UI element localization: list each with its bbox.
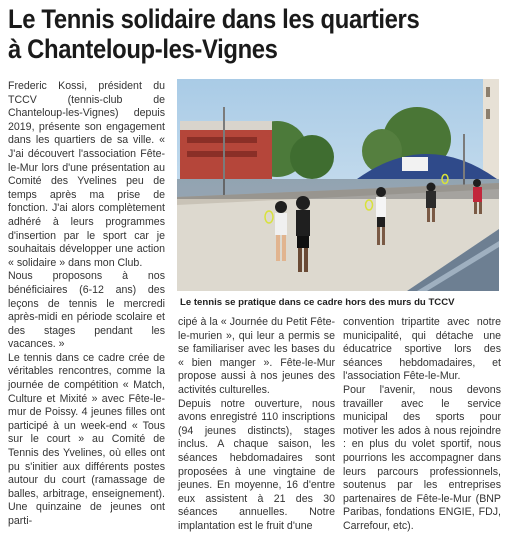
tennis-court-illustration: [177, 79, 499, 291]
paragraph: cipé à la « Journée du Petit Fête-le-murien », qui leur a permis se se familiariser avec les bases du « bien manger ». Fête-le-Mur propose aussi à nos jeunes des activités culturelles.: [178, 316, 335, 396]
article-photo: [177, 79, 499, 291]
paragraph: Depuis notre ouverture, nous avons enregistré 110 inscriptions (94 jeunes distincts), stages inclus. A chaque saison, les séances hebdomadaires sont proposées à une vingtaine de jeunes. En moyenne, 16 d'entre eux assistent à 21 des 30 séances annuelles. Notre implantation est le fruit d'une: [178, 397, 335, 532]
article-headline: [8, 4, 499, 64]
headline-line-2: à Chanteloup-les-Vignes: [8, 34, 278, 64]
paragraph: Frederic Kossi, président du TCCV (tennis-club de Chanteloup-les-Vignes) depuis 2019, présente son engagement dans les quartiers de sa ville. « J'ai découvert l'association Fête-le-Mur lors d'une présentation au Comité des Yvelines peu de temps après ma prise de fonction. J'ai alors complètement adhéré à leurs programmes d'insertion par le sport car je souhaitais développer une action « solidaire » dans mon Club.: [8, 80, 165, 269]
paragraph: Pour l'avenir, nous devons travailler avec le service municipal des sports pour motiver les ados à nous rejoindre : en plus du volet sportif, nous pourrions les accompagner dans leurs parcours professionnels, soutenus par les entreprises partenaires de Fête-le-Mur (BNP Paribas, fondations ENGIE, FDJ, Carrefour, etc).: [343, 383, 501, 532]
headline-line-1: Le Tennis solidaire dans les quartiers: [8, 4, 420, 34]
paragraph: Le tennis dans ce cadre crée de véritables rencontres, comme la journée de compétition « Match, Culture et Mixité » avec Fête-le-mur de Poissy. 4 jeunes filles ont participé à un week-end « Tous sur le court » au Comité de Tennis des Yvelines, où elles ont pu s'initier aux différents postes autour du court (ramassage de balles, arbitrage, enseignement). Une quinzaine de jeunes ont parti-: [8, 351, 165, 527]
article-column-3: [343, 316, 501, 534]
article-column-2: [178, 316, 335, 534]
paragraph: convention tripartite avec notre municipalité, qui détache une éducatrice sportive lors des séances hebdomadaires, et l'association Fête-le-Mur.: [343, 316, 501, 383]
paragraph: Nous proposons à nos bénéficiaires (6-12 ans) des leçons de tennis le mercredi après-midi en période scolaire et des stages pendant les vacances. »: [8, 270, 165, 351]
article-column-1: [8, 80, 165, 529]
photo-caption: Le tennis se pratique dans ce cadre hors des murs du TCCV: [180, 297, 455, 308]
